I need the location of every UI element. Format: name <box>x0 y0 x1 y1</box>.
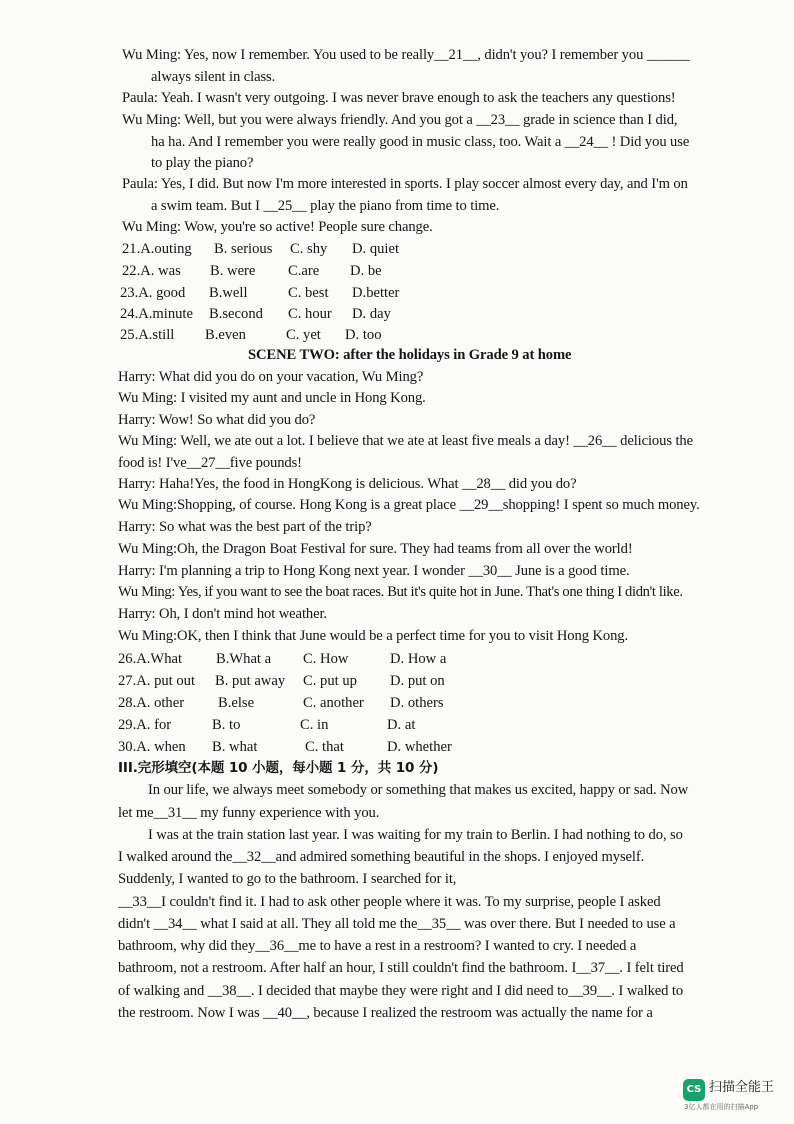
option-a: 25.A.still <box>120 327 175 343</box>
option-d: D.better <box>352 285 400 301</box>
option-c: C. put up <box>303 673 357 689</box>
passage-line: bathroom, why did they__36__me to have a rest in a restroom? I wanted to cry. I needed a <box>118 938 637 954</box>
option-c: C. hour <box>288 306 332 322</box>
passage-line: I walked around the__32__and admired something beautiful in the shops. I enjoyed myself. <box>118 849 645 865</box>
dialogue-line: Wu Ming:Oh, the Dragon Boat Festival for sure. They had teams from all over the world! <box>118 541 633 557</box>
option-b: B.second <box>209 306 263 322</box>
option-d: D. How a <box>390 651 447 667</box>
passage-line: the restroom. Now I was __40__, because I realized the restroom was actually the name for a <box>118 1005 653 1021</box>
dialogue-line: always silent in class. <box>151 69 276 85</box>
dialogue-line: Wu Ming: Yes, if you want to see the boat races. But it's quite hot in June. That's one thing I didn't like. <box>118 584 683 600</box>
dialogue-line: Wu Ming: Yes, now I remember. You used to be really__21__, didn't you? I remember you ______ <box>122 47 691 63</box>
option-a: 22.A. was <box>122 263 181 279</box>
option-b: B. what <box>212 739 258 755</box>
section-three-heading: III.完形填空(本题 10 小题，每小题 1 分，共 10 分) <box>118 760 439 776</box>
option-a: 30.A. when <box>118 739 186 755</box>
dialogue-line: Harry: Wow! So what did you do? <box>118 412 316 428</box>
option-c: C. shy <box>290 241 328 257</box>
option-c: C.are <box>288 263 320 279</box>
dialogue-line: Wu Ming: Wow, you're so active! People sure change. <box>122 219 433 235</box>
scanner-logo-icon: CS <box>683 1079 705 1101</box>
option-a: 21.A.outing <box>122 241 192 257</box>
dialogue-line: Wu Ming:OK, then I think that June would be a perfect time for you to visit Hong Kong. <box>118 628 629 644</box>
passage-line: bathroom, not a restroom. After half an hour, I still couldn't find the bathroom. I__37__. I felt tired <box>118 960 684 976</box>
dialogue-line: a swim team. But I __25__ play the piano from time to time. <box>151 198 500 214</box>
option-d: D. others <box>390 695 444 711</box>
dialogue-line: Paula: Yes, I did. But now I'm more interested in sports. I play soccer almost every day, and I'm on <box>122 176 688 192</box>
option-c: C. yet <box>286 327 321 343</box>
passage-line: I was at the train station last year. I was waiting for my train to Berlin. I had nothing to do, so <box>148 827 683 843</box>
option-c: C. that <box>305 739 344 755</box>
option-b: B.even <box>205 327 246 343</box>
dialogue-line: food is! I've__27__five pounds! <box>118 455 302 471</box>
option-c: C. another <box>303 695 364 711</box>
option-a: 26.A.What <box>118 651 183 667</box>
option-b: B.What a <box>216 651 272 667</box>
passage-line: Suddenly, I wanted to go to the bathroom. I searched for it, <box>118 871 457 887</box>
option-c: C. best <box>288 285 329 301</box>
passage-line: let me__31__ my funny experience with you. <box>118 805 380 821</box>
option-d: D. put on <box>390 673 445 689</box>
passage-line: of walking and __38__. I decided that maybe they were right and I did need to__39__. I walked to <box>118 983 684 999</box>
scanner-watermark-subtitle: 3亿人都在用的扫描App <box>684 1103 759 1111</box>
dialogue-line: Harry: Haha!Yes, the food in HongKong is delicious. What __28__ did you do? <box>118 476 577 492</box>
passage-line: __33__I couldn't find it. I had to ask other people where it was. To my surprise, people I asked <box>118 894 661 910</box>
option-d: D. at <box>387 717 416 733</box>
dialogue-line: Wu Ming: Well, we ate out a lot. I believe that we ate at least five meals a day! __26__ delicious the <box>118 433 693 449</box>
dialogue-line: Harry: I'm planning a trip to Hong Kong next year. I wonder __30__ June is a good time. <box>118 563 630 579</box>
option-a: 29.A. for <box>118 717 172 733</box>
option-b: B. were <box>210 263 256 279</box>
scene-two-heading: SCENE TWO: after the holidays in Grade 9 at home <box>248 347 572 363</box>
passage-line: didn't __34__ what I said at all. They all told me the__35__ was over there. But I needed to use a <box>118 916 676 932</box>
scanner-watermark-title: 扫描全能王 <box>709 1080 775 1095</box>
option-d: D. day <box>352 306 391 322</box>
option-b: B.else <box>218 695 255 711</box>
option-b: B. put away <box>215 673 286 689</box>
option-a: 24.A.minute <box>120 306 193 322</box>
dialogue-line: Harry: Oh, I don't mind hot weather. <box>118 606 327 622</box>
option-a: 28.A. other <box>118 695 185 711</box>
dialogue-line: Harry: What did you do on your vacation, Wu Ming? <box>118 369 424 385</box>
dialogue-line: to play the piano? <box>151 155 254 171</box>
option-d: D. be <box>350 263 382 279</box>
option-a: 23.A. good <box>120 285 186 301</box>
passage-line: In our life, we always meet somebody or something that makes us excited, happy or sad. Now <box>148 782 689 798</box>
option-b: B.well <box>209 285 248 301</box>
option-b: B. to <box>212 717 241 733</box>
option-d: D. quiet <box>352 241 400 257</box>
option-b: B. serious <box>214 241 273 257</box>
dialogue-line: Paula: Yeah. I wasn't very outgoing. I was never brave enough to ask the teachers any questions! <box>122 90 676 106</box>
dialogue-line: Harry: So what was the best part of the trip? <box>118 519 372 535</box>
option-c: C. in <box>300 717 329 733</box>
dialogue-line: Wu Ming: I visited my aunt and uncle in Hong Kong. <box>118 390 426 406</box>
dialogue-line: Wu Ming:Shopping, of course. Hong Kong is a great place __29__shopping! I spent so much money. <box>118 497 700 513</box>
dialogue-line: Wu Ming: Well, but you were always friendly. And you got a __23__ grade in science than I did, <box>122 112 678 128</box>
dialogue-line: ha ha. And I remember you were really good in music class, too. Wait a __24__ ! Did you use <box>151 134 690 150</box>
option-c: C. How <box>303 651 349 667</box>
option-d: D. whether <box>387 739 452 755</box>
option-a: 27.A. put out <box>118 673 196 689</box>
option-d: D. too <box>345 327 382 343</box>
